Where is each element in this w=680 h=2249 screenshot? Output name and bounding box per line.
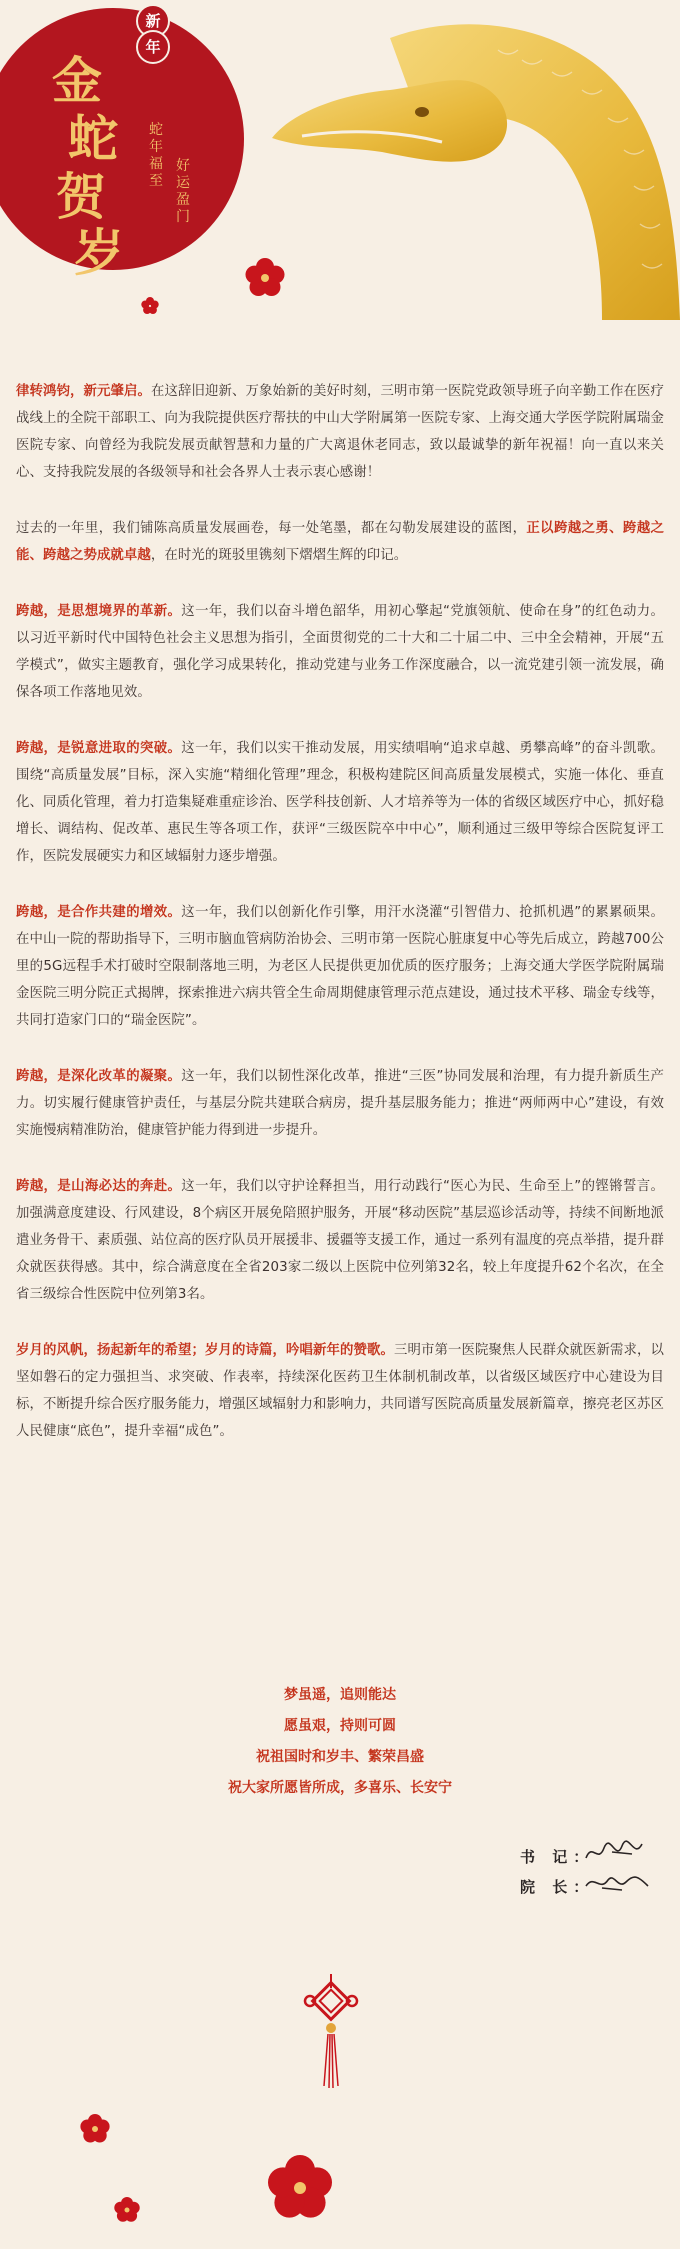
- subtitle-left: 蛇年福至: [149, 122, 163, 189]
- handwritten-signature-icon: [582, 1868, 652, 1898]
- blessing-line: 祝祖国时和岁丰、繁荣昌盛: [256, 1749, 424, 1765]
- plum-blossom-icon: [78, 2112, 112, 2146]
- paragraph-text: 这一年，我们以奋斗增色韶华，用初心擎起“党旗领航、使命在身”的红色动力。以习近平新时代中国特色社会主义思想为指引，全面贯彻党的二十大和二十届二中、三中全会精神，开展“五学模式”，做实主题教育，强化学习成果转化，推动党建与业务工作深度融合，以一流党建引领一流发展，确保各项工作落地见效。: [16, 604, 664, 700]
- blessing-line: 梦虽遥，追则能达: [284, 1687, 396, 1703]
- paragraph-intro: [16, 378, 664, 486]
- plum-blossom-icon: [140, 296, 160, 316]
- greeting-char: 贺: [56, 167, 106, 226]
- paragraph-lead: 跨越，是思想境界的革新。: [16, 604, 182, 619]
- paragraph-lead: 律转鸿钧，新元肇启。: [16, 384, 152, 399]
- paragraph-text: 三明市第一医院聚焦人民群众就医新需求，以坚如磐石的定力强担当、求突破、作表率，持续深化医药卫生体制机制改革，以省级区域医疗中心建设为目标，不断提升综合医疗服务能力，增强区域辐射力和影响力，共同谱写医院高质量发展新篇章，擦亮老区苏区人民健康“底色”，提升幸福“成色”。: [16, 1343, 664, 1439]
- president-label: 院 长：: [520, 1878, 595, 1896]
- greeting-char: 蛇: [68, 109, 118, 168]
- greeting-char: 金: [52, 51, 102, 110]
- paragraph-reform: [16, 1063, 664, 1144]
- paragraph-text: ，在时光的斑驳里镌刻下熠熠生辉的印记。: [150, 548, 408, 563]
- header-banner: [0, 0, 680, 330]
- paragraph-cooperation: [16, 899, 664, 1034]
- blessing-lines: [0, 1680, 680, 1804]
- president-signature: [520, 1876, 670, 1906]
- new-badge-char: 年: [136, 30, 170, 64]
- paragraph-breakthrough: [16, 735, 664, 870]
- paragraph-lead: 跨越，是锐意进取的突破。: [16, 741, 182, 756]
- subtitle-right: 好运盈门: [176, 158, 190, 225]
- paragraph-lead: 跨越，是山海必达的奔赴。: [16, 1179, 182, 1194]
- plum-blossom-icon: [242, 255, 288, 301]
- paragraph-text: 这一年，我们以韧性深化改革，推进“三医”协同发展和治理，有力提升新质生产力。切实履行健康管护责任，与基层分院共建联合病房，提升基层服务能力；推进“两师两中心”建设，有效实施慢病精准防治，健康管护能力得到进一步提升。: [16, 1069, 664, 1138]
- paragraph-highlight: 正以跨越之勇、跨越之能、跨越之势成就卓越: [16, 521, 665, 563]
- paragraph-service: [16, 1173, 664, 1308]
- paragraph-review: [16, 515, 664, 569]
- handwritten-signature-icon: [582, 1838, 652, 1868]
- greeting-char: 岁: [74, 223, 124, 282]
- paragraph-text: 这一年，我们以守护诠释担当，用行动践行“医心为民、生命至上”的铿锵誓言。加强满意度建设、行风建设，8个病区开展免陪照护服务，开展“移动医院”基层巡诊活动等，持续不间断地派遣业务骨干、素质强、站位高的医疗队员开展援非、援疆等支援工作，通过一系列有温度的亮点举措，提升群众就医获得感。其中，综合满意度在全省203家二级以上医院中位列第32名，较上年度提升62个名次，在全省三级综合性医院中位列第3名。: [16, 1179, 664, 1302]
- paragraph-closing: [16, 1337, 664, 1445]
- letter-body: [16, 378, 664, 1474]
- paragraph-text: 过去的一年里，我们铺陈高质量发展画卷，每一处笔墨，都在勾勒发展建设的蓝图，: [16, 521, 527, 536]
- paragraph-text: 这一年，我们以实干推动发展，用实绩唱响“追求卓越、勇攀高峰”的奋斗凯歌。围绕“高质量发展”目标，深入实施“精细化管理”理念，积极构建院区间高质量发展模式，实施一体化、垂直化、同质化管理，着力打造集疑难重症诊治、医学科技创新、人才培养等为一体的省级区域医疗中心，抓好稳增长、调结构、促改革、惠民生等各项工作，获评“三级医院卒中中心”，顺利通过三级甲等综合医院复评工作，医院发展硬实力和区域辐射力逐步增强。: [16, 741, 664, 864]
- plum-blossom-icon: [262, 2150, 338, 2226]
- paragraph-lead: 跨越，是合作共建的增效。: [16, 905, 182, 920]
- paragraph-lead: 跨越，是深化改革的凝聚。: [16, 1069, 182, 1084]
- new-badge-char: 新: [136, 4, 170, 38]
- blessing-line: 祝大家所愿皆所成，多喜乐、长安宁: [228, 1780, 452, 1796]
- paragraph-lead: 岁月的风帆，扬起新年的希望；岁月的诗篇，吟唱新年的赞歌。: [16, 1343, 394, 1358]
- secretary-label: 书 记：: [520, 1848, 595, 1866]
- golden-snake-icon: [272, 20, 680, 320]
- blessing-line: 愿虽艰，持则可圆: [284, 1718, 396, 1734]
- plum-blossom-icon: [112, 2195, 142, 2225]
- signature-block: [520, 1846, 670, 1906]
- paragraph-ideology: [16, 598, 664, 706]
- paragraph-text: 这一年，我们以创新化作引擎，用汗水浇灌“引智借力、抢抓机遇”的累累硕果。在中山一院的帮助指导下，三明市脑血管病防治协会、三明市第一医院心脏康复中心等先后成立，跨越700公里的5G远程手术打破时空限制落地三明，为老区人民提供更加优质的医疗服务；上海交通大学医学院附属瑞金医院三明分院正式揭牌，探索推进六病共管全生命周期健康管理示范点建设，通过技术平移、瑞金专线等，共同打造家门口的“瑞金医院”。: [16, 905, 664, 1028]
- chinese-knot-icon: [296, 1974, 366, 2094]
- paragraph-text: 在这辞旧迎新、万象始新的美好时刻，三明市第一医院党政领导班子向辛勤工作在医疗战线上的全院干部职工、向为我院提供医疗帮扶的中山大学附属第一医院专家、上海交通大学医学院附属瑞金医院专家、向曾经为我院发展贡献智慧和力量的广大离退休老同志，致以最诚挚的新年祝福！向一直以来关心、支持我院发展的各级领导和社会各界人士表示衷心感谢！: [16, 384, 665, 480]
